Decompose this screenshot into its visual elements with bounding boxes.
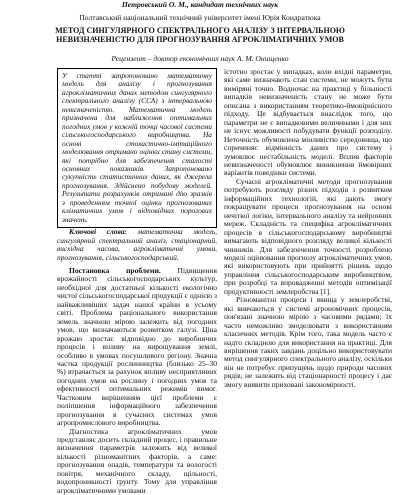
paragraph: істотно зростає у випадках, коли вхідні параметри, які саме визначають стан системи, не можуть бути виміряні точно. Водночас на практиці у більшості випадків невизначеність стану не може бути описана з використанням теоретико-ймовірнісного підходу. Це відбувається внаслідок того, що параметри не є випадковими величинами і для них не існує можливості побудувати функції розподілу. Неточність обумовлена мінливістю середовища, що спричиняє відмінність даних про систему і зумовлює нестабільність моделі. Вплив факторів невизначеності обумовлює виникнення ймовірних варіантів поведінки системи. <box>224 67 392 178</box>
section-problem <box>57 267 217 428</box>
paragraph: Різноманітні процеси і явища у землеробстві, які вивчаються у системі агрономічних процесів, пов'язані значною мірою з часовими рядами; їх часто неможливо змоделювати з використанням класичних методів. Крім того, така модель часто є надто складною для використання на практиці. Для вирішення таких завдань доцільно використовувати метод сингулярного спектрального аналізу, оскільки він не потребує припущень щодо природи часових рядів, не залежить від стаціонарності процесу і дає змогу виявити приховані закономірності. <box>224 295 392 389</box>
article-title: МЕТОД СИНГУЛЯРНОГО СПЕКТРАЛЬНОГО АНАЛІЗУ З ІНТЕРВАЛЬНОЮ НЕВИЗНАЧЕНІСТЮ ДЛЯ ПРОГНОЗУВАННЯ АГРОКЛІМАТИЧНИХ УМОВ <box>55 26 345 45</box>
abstract-box: У статті запропоновано математичну модель для аналізу і прогнозування агрокліматичних даних методом сингулярного спектрального аналізу (ССА) з інтервальною невизначеністю. Математична модель призначена для наближення оптимальних погодних умов у кожній точці часової системи сільськогосподарського виробництва. На основі стохастично-імітаційного моделювання отримано оцінки стану системи, які потрібно для забезпечення сталості основних показників. Запропоновано сукупність статистичних даних, як джерела прогнозування. Здійснено побудову моделей. Результати розрахунків отримані дію зразків з проведенням точної оцінки прогнозованих кліматичних умов і відповідних порогових значень. <box>57 68 217 228</box>
paragraph: Діагностика агрокліматичних умов представляє досить складний процес, і правильне визначення параметрів залежить від великої кількості різноманітних факторів, а саме: прогнозування опадів, температури та вологості повітря, механічного складу, щільності, водопроникності ґрунту. Тому для управління агрокліматичними умовами <box>57 426 217 495</box>
keywords-label: Ключові слова: <box>69 227 127 237</box>
right-column <box>224 68 392 389</box>
section-heading: Постановка проблеми. <box>69 265 161 275</box>
affiliation: Полтавський національний технічний університет імені Юрія Кондратюка <box>79 13 321 22</box>
keywords-text: математична модель, сингулярний спектральний аналіз, стаціонарний, висхідна часова, агрокліматичні умови, прогнозування, сільськогосподарський. <box>57 227 217 262</box>
left-column <box>57 68 217 495</box>
paragraph: Сучасні агрокліматичні методи прогнозування потребують розгляду різних підходів з розвитком інформаційних технологій, які дають змогу покращувати процеси прогнозування на основі нечіткої логіки, інтервального аналізу та нейронних мереж. Складність та специфіка агрокліматичних процесів в сільськогосподарському виробництві вимагають відповідного розгляду великої кількості чинників. Для забезпечення точності розроблено моделі оцінювання прогнозу агрокліматичних умов, які використовують при прийнятті рішень щодо управління сільськогосподарським виробництвом, при розробці та впровадженні методів оптимізації продуктивності землеробства [1]. <box>224 176 392 296</box>
author-line: Петровський О. М., кандидат технічних наук <box>121 0 279 9</box>
keywords <box>57 228 217 262</box>
reviewer-line: Рецензент – доктор економічних наук А. М. Онищенко <box>111 54 289 63</box>
paragraph-text: Підвищення врожайності сільськогосподарських культур, необхідної для достатньої кількості екологічно чистої сільськогосподарської продукції є однією з найважливіших задач нашої країни в усьому світі. Проблема раціонального використання земель значною мірою залежить від погодних умов, що визначаються розвитком галузі. Ціна врожаю зростає відповідно до виробничих процесів і впливу на вирощування землі, особливо в умовах посушливого регіону. Значна частка продукції рослинництва (близько 25–30 %) втрачається за рахунок впливу несприятливих погодних умов на рослину і погодних умов та ефективності оптимальних режимів вимог. Частковим вирішенням цієї проблеми є поліпшення інформаційного забезпечення прогнозування в сучасних системах умов агропромислового виробництва. <box>57 265 217 428</box>
